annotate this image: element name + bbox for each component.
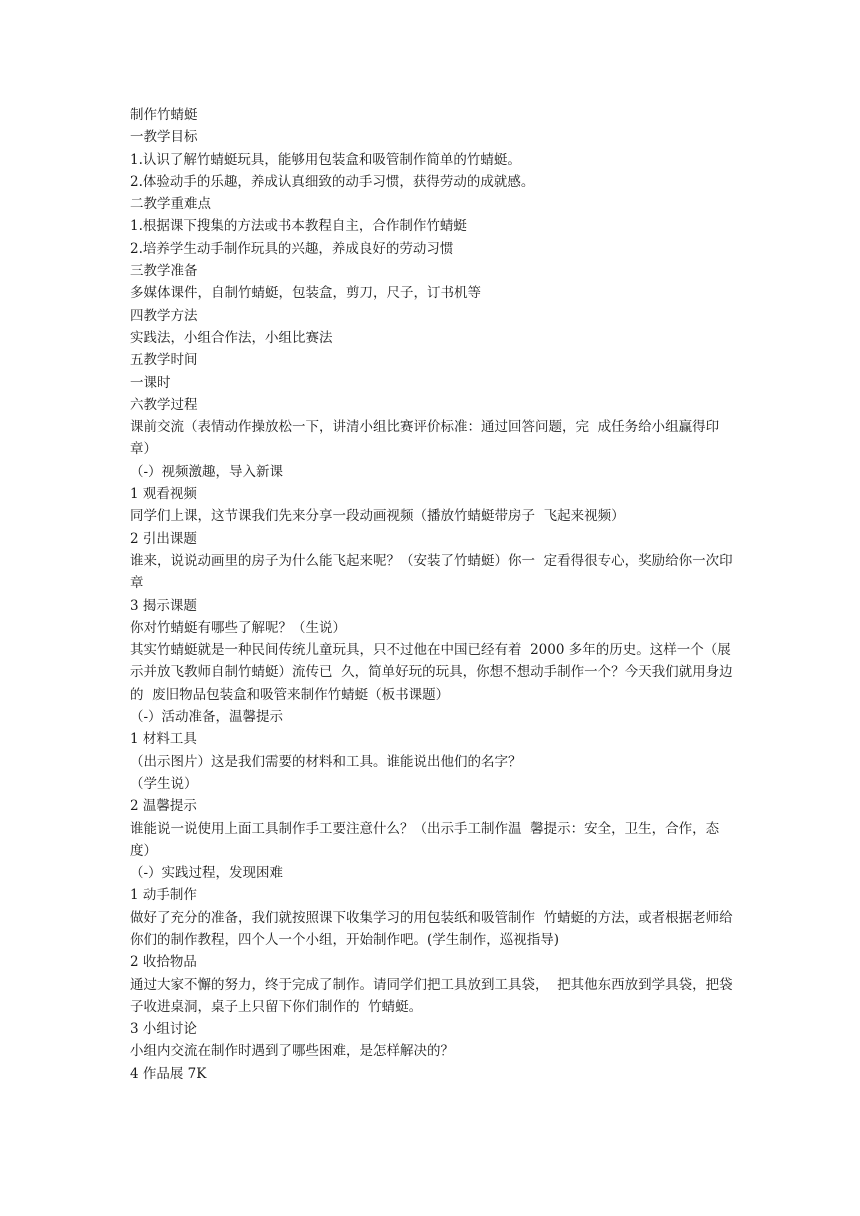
step-heading: 3 小组讨论	[130, 1021, 197, 1038]
subsection-heading: （-）活动准备，温馨提示	[130, 709, 284, 726]
paragraph: 多媒体课件，自制竹蜻蜓，包装盒，剪刀，尺子，订书机等	[130, 285, 481, 302]
section-heading: 二教学重难点	[130, 196, 211, 213]
paragraph: 同学们上课，这节课我们先来分享一段动画视频（播放竹蜻蜓带房子 飞起来视频）	[130, 508, 625, 525]
step-heading: 1 观看视频	[130, 486, 197, 503]
paragraph: 课前交流（表情动作操放松一下，讲清小组比赛评价标准：通过回答问题，完 成任务给小组赢得印章）	[130, 419, 720, 458]
step-heading: 3 揭示课题	[130, 597, 197, 614]
paragraph: 做好了充分的准备，我们就按照课下收集学习的用包装纸和吸管制作 竹蜻蜓的方法，或者根据老师给你们的制作教程，四个人一个小组，开始制作吧。(学生制作，巡视指导)	[130, 909, 733, 948]
section-heading: 三教学准备	[130, 263, 198, 280]
document-body	[130, 104, 735, 1085]
paragraph: 谁来，说说动画里的房子为什么能飞起来呢？（安装了竹蜻蜓）你一 定看得很专心，奖励给你一次印章	[130, 552, 733, 592]
paragraph: 2.体验动手的乐趣，养成认真细致的动手习惯，获得劳动的成就感。	[130, 173, 535, 190]
paragraph: （学生说）	[130, 775, 198, 792]
document-title: 制作竹蜻蜓	[130, 107, 198, 123]
section-heading: 五教学时间	[130, 352, 198, 369]
paragraph: 实践法，小组合作法，小组比赛法	[130, 329, 333, 346]
step-heading: 2 温馨提示	[130, 798, 197, 815]
subsection-heading: （-）实践过程，发现困难	[130, 865, 284, 882]
paragraph: 1.认识了解竹蜻蜓玩具，能够用包装盒和吸管制作简单的竹蜻蜓。	[130, 151, 521, 168]
step-heading: 1 材料工具	[130, 731, 197, 748]
paragraph: 2.培养学生动手制作玩具的兴趣，养成良好的劳动习惯	[130, 240, 454, 257]
section-heading: 一教学目标	[130, 129, 198, 146]
paragraph: 你对竹蜻蜓有哪些了解呢？（生说）	[130, 619, 346, 636]
step-heading: 2 收拾物品	[130, 954, 197, 971]
subsection-heading: （-）视频激趣，导入新课	[130, 463, 284, 480]
paragraph: 小组内交流在制作时遇到了哪些困难，是怎样解决的？	[130, 1043, 454, 1060]
section-heading: 四教学方法	[130, 307, 198, 324]
step-heading: 4 作品展 7K	[130, 1065, 207, 1082]
paragraph: 一课时	[130, 374, 171, 391]
step-heading: 1 动手制作	[130, 887, 197, 904]
section-heading: 六教学过程	[130, 396, 198, 413]
paragraph: 谁能说一说使用上面工具制作手工要注意什么？（出示手工制作温 馨提示：安全，卫生，合作，态度）	[130, 820, 720, 859]
paragraph: 1.根据课下搜集的方法或书本教程自主，合作制作竹蜻蜓	[130, 218, 467, 235]
paragraph: （出示图片）这是我们需要的材料和工具。谁能说出他们的名字？	[130, 753, 522, 770]
step-heading: 2 引出课题	[130, 530, 197, 547]
paragraph: 其实竹蜻蜓就是一种民间传统儿童玩具，只不过他在中国已经有着 2000 多年的历史。这样一个（展示并放飞教师自制竹蜻蜓）流传已 久，简单好玩的玩具，你想不想动手制作一个？今天我们就用身边的 废旧物品包装盒和吸管来制作竹蜻蜓（板书课题）	[130, 642, 733, 703]
paragraph: 通过大家不懈的努力，终于完成了制作。请同学们把工具放到工具袋， 把其他东西放到学具袋，把袋子收进桌洞，桌子上只留下你们制作的 竹蜻蜓。	[130, 976, 733, 1015]
